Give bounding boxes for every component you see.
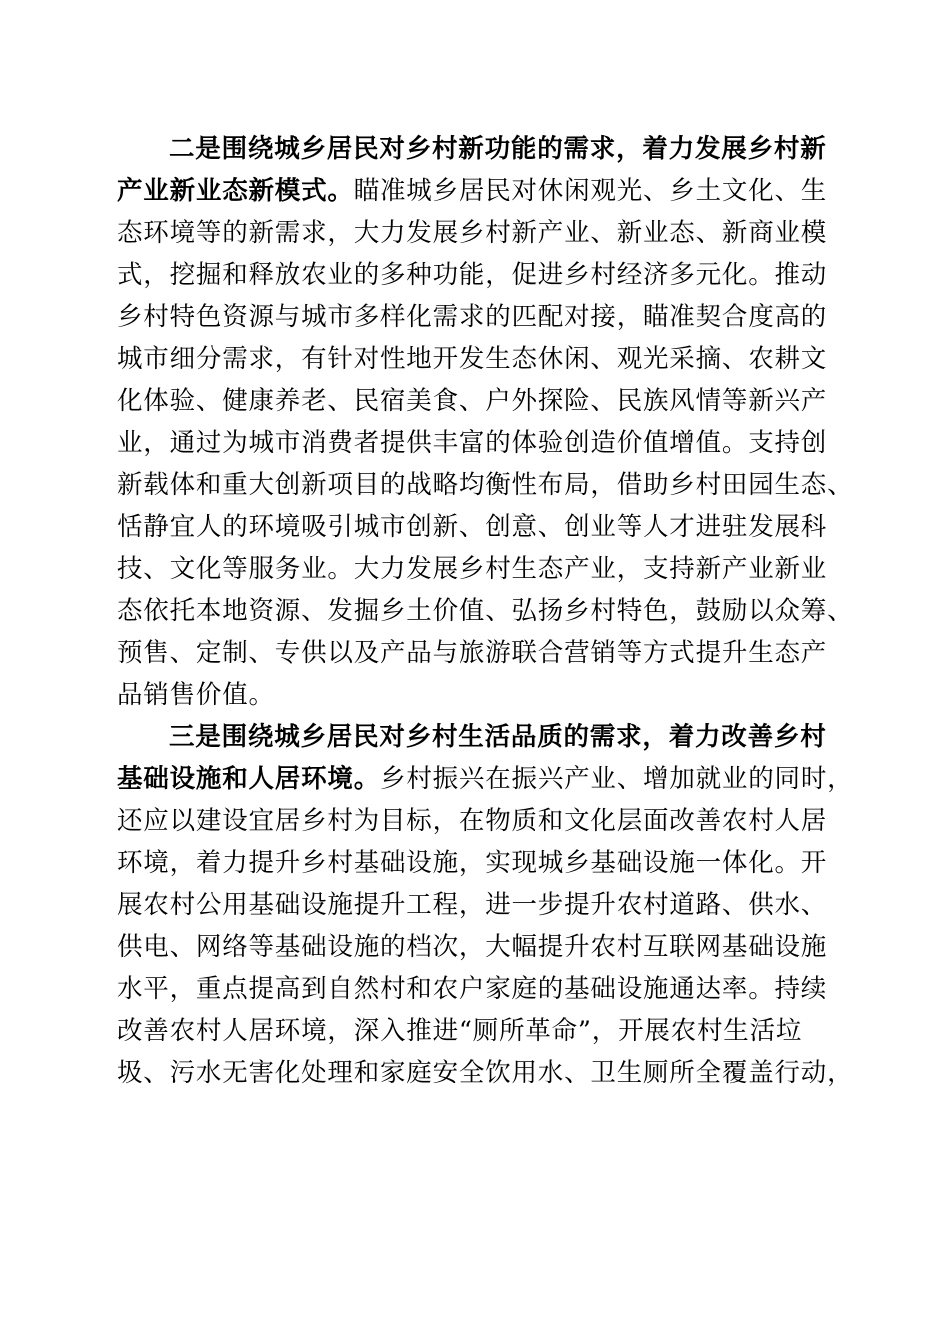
body-text: 预售、定制、专供以及产品与旅游联合营销等方式提升生态产 [117, 638, 828, 668]
body-text: 恬静宜人的环境吸引城市创新、创意、创业等人才进驻发展科 [117, 512, 828, 542]
text-line [117, 128, 833, 170]
text-line [117, 422, 833, 464]
paragraph [117, 128, 854, 716]
text-line [117, 758, 854, 800]
paragraph [117, 716, 854, 1094]
body-text: 瞄准城乡居民对休闲观光、乡土文化、生 [353, 176, 828, 206]
bold-heading-text: 二是围绕城乡居民对乡村新功能的需求，着力发展乡村新 [169, 134, 827, 164]
text-line [117, 632, 833, 674]
body-text: 供电、网络等基础设施的档次，大幅提升农村互联网基础设施 [117, 932, 828, 962]
text-line [117, 1052, 854, 1094]
body-text: 乡村振兴在振兴产业、增加就业的同时， [380, 764, 854, 794]
text-line [117, 968, 833, 1010]
text-line [117, 800, 833, 842]
body-text: 环境，着力提升乡村基础设施，实现城乡基础设施一体化。开 [117, 848, 828, 878]
body-text: 态环境等的新需求，大力发展乡村新产业、新业态、新商业模 [117, 218, 828, 248]
text-line [117, 338, 833, 380]
text-line [117, 380, 833, 422]
text-line [117, 884, 833, 926]
body-text: 还应以建设宜居乡村为目标，在物质和文化层面改善农村人居 [117, 806, 828, 836]
body-text: 化体验、健康养老、民宿美食、户外探险、民族风情等新兴产 [117, 386, 828, 416]
text-line [117, 716, 833, 758]
text-line [117, 296, 833, 338]
body-text: 态依托本地资源、发掘乡土价值、弘扬乡村特色，鼓励以众筹、 [117, 596, 854, 626]
body-text: 式，挖掘和释放农业的多种功能，促进乡村经济多元化。推动 [117, 260, 828, 290]
body-text: 改善农村人居环境，深入推进“厕所革命”，开展农村生活垃 [117, 1016, 803, 1046]
body-text: 业，通过为城市消费者提供丰富的体验创造价值增值。支持创 [117, 428, 828, 458]
body-text: 水平，重点提高到自然村和农户家庭的基础设施通达率。持续 [117, 974, 828, 1004]
body-text: 圾、污水无害化处理和家庭安全饮用水、卫生厕所全覆盖行动， [117, 1058, 854, 1088]
text-line [117, 1010, 833, 1052]
text-line [117, 170, 833, 212]
bold-heading-text: 基础设施和人居环境。 [117, 764, 381, 794]
text-line [117, 926, 833, 968]
text-line [117, 212, 833, 254]
body-text: 品销售价值。 [117, 680, 275, 710]
document-body [117, 128, 854, 1094]
body-text: 展农村公用基础设施提升工程，进一步提升农村道路、供水、 [117, 890, 828, 920]
text-line [117, 674, 833, 716]
text-line [117, 590, 854, 632]
body-text: 技、文化等服务业。大力发展乡村生态产业，支持新产业新业 [117, 554, 828, 584]
bold-heading-text: 产业新业态新模式。 [117, 176, 354, 206]
text-line [117, 254, 833, 296]
text-line [117, 506, 833, 548]
bold-heading-text: 三是围绕城乡居民对乡村生活品质的需求，着力改善乡村 [169, 722, 827, 752]
body-text: 城市细分需求，有针对性地开发生态休闲、观光采摘、农耕文 [117, 344, 828, 374]
text-line [117, 464, 854, 506]
body-text: 乡村特色资源与城市多样化需求的匹配对接，瞄准契合度高的 [117, 302, 828, 332]
body-text: 新载体和重大创新项目的战略均衡性布局，借助乡村田园生态、 [117, 470, 854, 500]
text-line [117, 842, 833, 884]
text-line [117, 548, 833, 590]
